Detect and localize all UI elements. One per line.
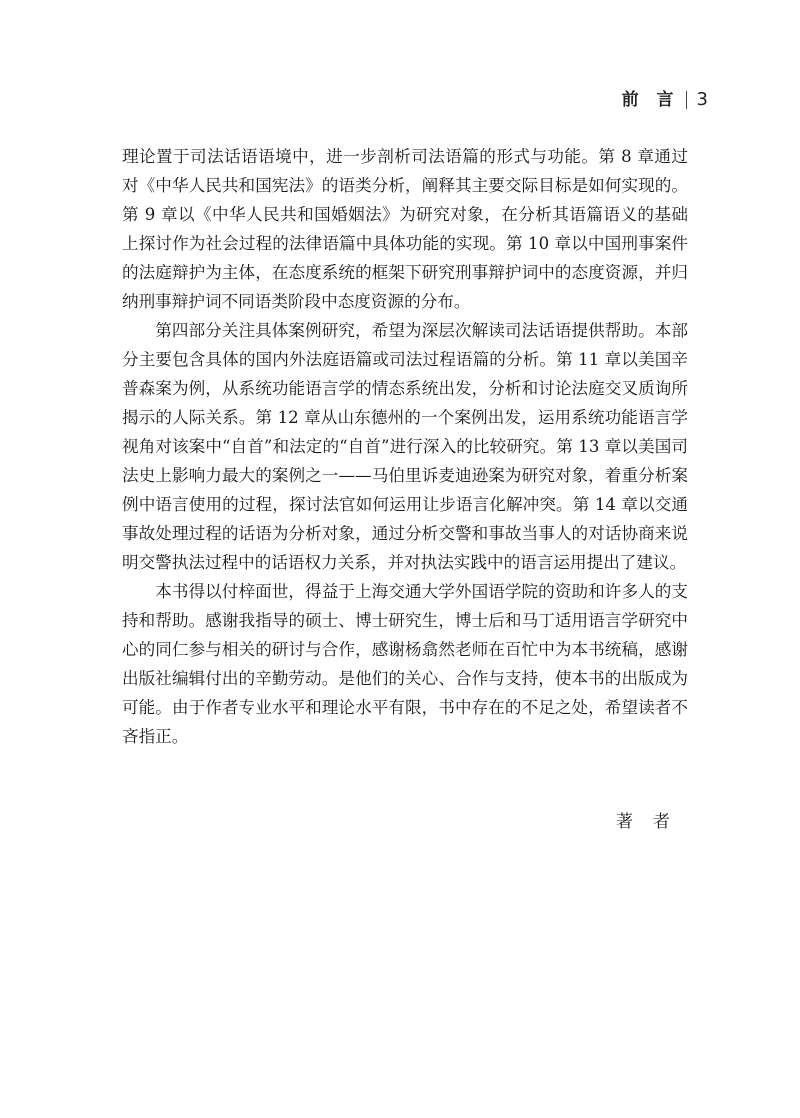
paragraph-continued: 理论置于司法话语语境中，进一步剖析司法语篇的形式与功能。第 8 章通过对《中华人民共和国宪法》的语类分析，阐释其主要交际目标是如何实现的。第 9 章以《中华人民共和国婚姻法》为研究对象，在分析其语篇语义的基础上探讨作为社会过程的法律语篇中具体功能的实现。第 10 章以中国刑事案件的法庭辩护为主体，在态度系统的框架下研究刑事辩护词中的态度资源，并归纳刑事辩护词不同语类阶段中态度资源的分布。 [122,147,688,311]
preface-body [122,142,688,751]
paragraph-part-four: 第四部分关注具体案例研究，希望为深层次解读司法话语提供帮助。本部分主要包含具体的国内外法庭语篇或司法过程语篇的分析。第 11 章以美国辛普森案为例，从系统功能语言学的情态系统出发，分析和讨论法庭交叉质询所揭示的人际关系。第 12 章从山东德州的一个案例出发，运用系统功能语言学视角对该案中“自首”和法定的“自首”进行深入的比较研究。第 13 章以美国司法史上影响力最大的案例之一——马伯里诉麦迪逊案为研究对象，着重分析案例中语言使用的过程，探讨法官如何运用让步语言化解冲突。第 14 章以交通事故处理过程的话语为分析对象，通过分析交警和事故当事人的对话协商来说明交警执法过程中的话语权力关系，并对执法实践中的语言运用提出了建议。 [122,321,688,572]
author-signature: 著者 [616,812,690,832]
header-divider [686,91,687,109]
page-number: 3 [696,89,708,110]
paragraph-acknowledgements: 本书得以付梓面世，得益于上海交通大学外国语学院的资助和许多人的支持和帮助。感谢我指导的硕士、博士研究生，博士后和马丁适用语言学研究中心的同仁参与相关的研讨与合作，感谢杨翕然老师在百忙中为本书统稿，感谢出版社编辑付出的辛勤劳动。是他们的关心、合作与支持，使本书的出版成为可能。由于作者专业水平和理论水平有限，书中存在的不足之处，希望读者不吝指正。 [122,582,688,746]
running-header [622,90,708,110]
chapter-title: 前 言 [621,90,680,110]
